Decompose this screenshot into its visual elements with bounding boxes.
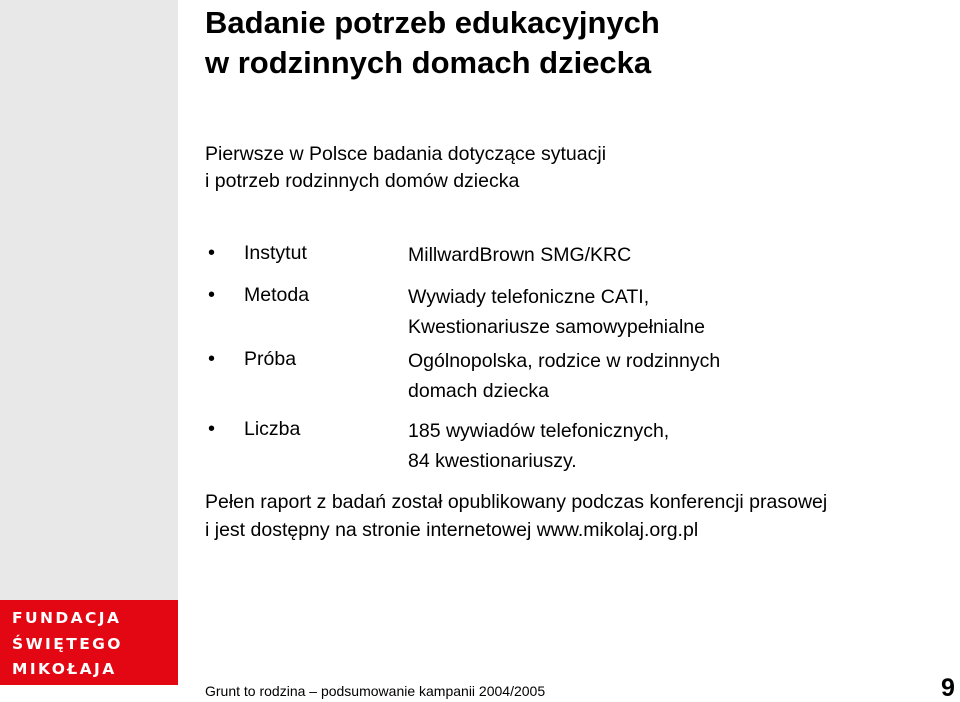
sidebar-panel (0, 0, 178, 600)
subtitle-line-1: Pierwsze w Polsce badania dotyczące sytuacji (205, 143, 607, 165)
bullet-icon: • (208, 418, 216, 440)
detail-value-line: Ogólnopolska, rodzice w rodzinnych (408, 350, 721, 372)
detail-value-line: MillwardBrown SMG/KRC (408, 244, 632, 266)
detail-label-liczba: Liczba (244, 418, 301, 440)
slide-title (205, 3, 660, 83)
title-line-2: w rodzinnych domach dziecka (205, 45, 652, 80)
bullet-icon: • (208, 242, 216, 264)
detail-value-line: 84 kwestionariuszy. (408, 450, 577, 472)
detail-value-proba (408, 346, 720, 406)
detail-value-line: Kwestionariusze samowypełnialne (408, 316, 705, 338)
footer-caption: Grunt to rodzina – podsumowanie kampanii 2004/2005 (205, 683, 546, 699)
slide-subtitle (205, 141, 606, 195)
closing-line-1: Pełen raport z badań został opublikowany podczas konferencji prasowej (205, 491, 828, 513)
detail-label-proba: Próba (244, 348, 297, 370)
title-line-1: Badanie potrzeb edukacyjnych (205, 5, 660, 40)
page-number: 9 (941, 674, 955, 702)
detail-label-instytut: Instytut (244, 242, 307, 264)
detail-value-metoda (408, 282, 705, 342)
bullet-icon: • (208, 284, 216, 306)
logo-line-1: FUNDACJA (12, 609, 122, 627)
detail-label-metoda: Metoda (244, 284, 310, 306)
logo-line-2: ŚWIĘTEGO (12, 635, 123, 653)
detail-value-line: domach dziecka (408, 380, 549, 402)
closing-line-2: i jest dostępny na stronie internetowej www.mikolaj.org.pl (205, 519, 699, 541)
detail-value-instytut (408, 240, 631, 270)
detail-value-line: 185 wywiadów telefonicznych, (408, 420, 670, 442)
detail-value-line: Wywiady telefoniczne CATI, (408, 286, 650, 308)
detail-value-liczba (408, 416, 669, 476)
bullet-icon: • (208, 348, 216, 370)
logo-line-3: MIKOŁAJA (12, 660, 117, 678)
closing-paragraph (205, 488, 827, 544)
subtitle-line-2: i potrzeb rodzinnych domów dziecka (205, 170, 520, 192)
